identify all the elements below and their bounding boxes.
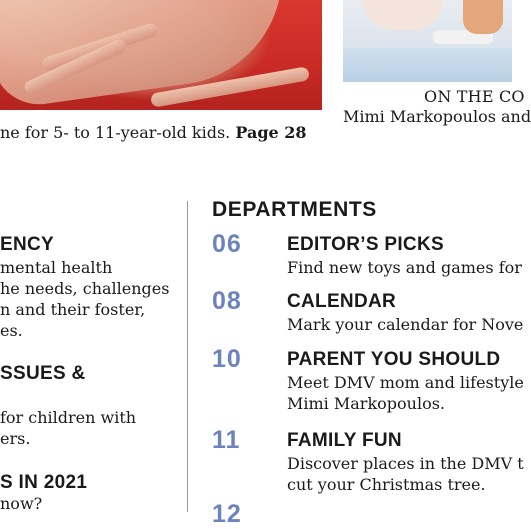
feature-heading[interactable]: S IN 2021	[0, 472, 88, 493]
department-heading: EDITOR’S PICKS	[287, 234, 444, 255]
caption-page-ref[interactable]: Page 28	[235, 123, 307, 142]
cover-photo-hand	[0, 0, 322, 110]
department-desc: Mimi Markopoulos.	[287, 394, 445, 413]
feature-desc-line: now?	[0, 494, 43, 513]
feature-desc-line: for children with	[0, 408, 137, 427]
hand-shape	[0, 0, 296, 110]
departments-title: DEPARTMENTS	[212, 198, 377, 221]
feature-heading[interactable]: ENCY	[0, 234, 54, 255]
page-number: 06	[212, 230, 242, 258]
caption-text: ne for 5- to 11-year-old kids.	[0, 123, 231, 142]
cover-credit: Mimi Markopoulos and	[343, 107, 531, 126]
feature-heading[interactable]: SSUES &	[0, 363, 86, 384]
page-number: 08	[212, 287, 242, 315]
cover-photo-scene	[343, 0, 512, 82]
photo-detail	[463, 0, 503, 34]
page-number: 10	[212, 345, 242, 373]
feature-desc-line: es.	[0, 321, 23, 340]
department-desc: Mark your calendar for Nove	[287, 315, 524, 334]
page-number: 12	[212, 500, 242, 528]
department-desc: Meet DMV mom and lifestyle	[287, 373, 524, 392]
feature-desc-line: he needs, challenges	[0, 279, 170, 298]
photo-detail	[363, 0, 443, 30]
feature-desc-line: ers.	[0, 429, 31, 448]
page-number: 11	[212, 426, 241, 454]
department-desc: Discover places in the DMV t	[287, 454, 524, 473]
department-desc: Find new toys and games for	[287, 258, 522, 277]
photo-caption	[0, 123, 307, 143]
department-heading: CALENDAR	[287, 291, 397, 312]
on-the-cover-title: ON THE CO	[424, 87, 525, 106]
department-heading: PARENT YOU SHOULD	[287, 349, 501, 370]
photo-detail	[343, 48, 512, 82]
column-divider	[187, 201, 188, 512]
department-heading: FAMILY FUN	[287, 430, 402, 451]
feature-desc-line: n and their foster,	[0, 300, 146, 319]
feature-desc-line: mental health	[0, 258, 113, 277]
department-desc: cut your Christmas tree.	[287, 475, 486, 494]
